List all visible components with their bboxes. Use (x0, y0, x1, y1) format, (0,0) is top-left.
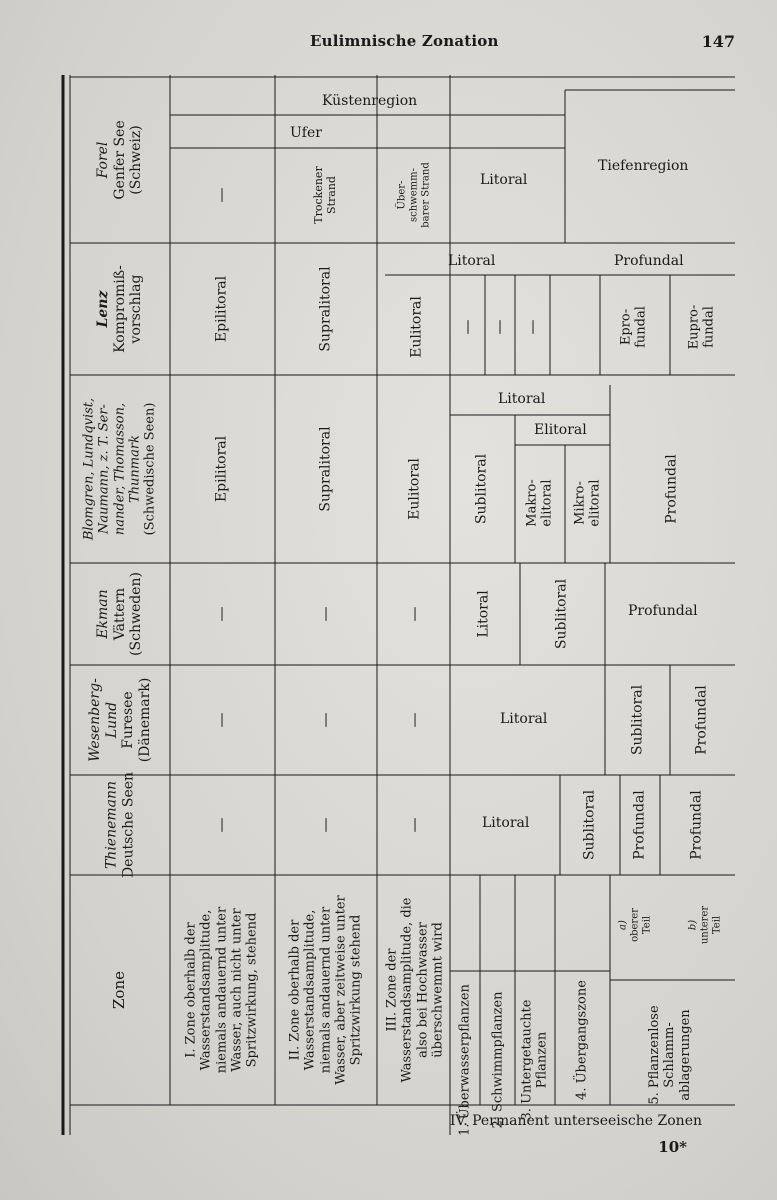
forel-ufer: Ufer (290, 125, 322, 141)
lenz-eulitoral: Eulitoral (408, 296, 425, 358)
wesenberg-dash-3: — (405, 712, 424, 728)
forel-trockener: Trockener Strand (312, 166, 338, 224)
wesenberg-dash-2: — (316, 712, 335, 728)
ekman-sublitoral: Sublitoral (553, 578, 570, 650)
subzone-2: 2. Schwimmpflanzen (490, 991, 506, 1129)
lenz-dash-2: — (490, 319, 509, 335)
wesenberg-sublitoral: Sublitoral (629, 684, 646, 756)
lenz-dash-3: — (523, 319, 542, 335)
zone-2: II. Zone oberhalb der Wasserstandsamplitude, niemals andauernd unter Wasser, aber zeitweise unter Spritzwirkung stehend (287, 895, 364, 1085)
col-forel: Forel Genfer See (Schweiz) (95, 120, 145, 200)
thienemann-profundal-2: Profundal (688, 790, 705, 860)
printer-signature: 10* (658, 1138, 687, 1156)
subzone-1: 1. Überwasserpflanzen (457, 984, 473, 1136)
forel-kuestenregion: Küstenregion (322, 93, 418, 109)
blomgren-profundal: Profundal (663, 454, 680, 524)
lenz-profundal: Profundal (614, 253, 684, 269)
col-blomgren: Blomgren, Lundqvist, Naumann, z. T. Ser- nander, Thomasson, Thunmark (Schwedische Seen) (81, 397, 158, 541)
blomgren-epilitoral: Epilitoral (213, 435, 230, 503)
ekman-dash-2: — (316, 606, 335, 622)
thienemann-litoral: Litoral (482, 815, 530, 831)
col-zone: Zone (110, 971, 129, 1009)
wesenberg-litoral: Litoral (500, 711, 548, 727)
subzone-4: 4. Übergangszone (574, 980, 590, 1100)
lenz-euprofundal: Eupro- fundal (686, 304, 717, 350)
zone-1: I. Zone oberhalb der Wasserstandsamplitude, niemals andauernd unter Wasser, auch nicht unter Spritzwirkung, stehend (183, 906, 260, 1074)
ekman-dash-3: — (405, 606, 424, 622)
col-wesenberg: Wesenberg- Lund Furesee (Dänemark) (86, 677, 153, 763)
zonation-table (60, 75, 735, 1135)
thienemann-profundal-1: Profundal (631, 790, 648, 860)
blomgren-elitoral: Elitoral (534, 422, 587, 438)
blomgren-supralitoral: Supralitoral (317, 426, 334, 512)
ekman-litoral: Litoral (475, 590, 492, 638)
subzone-b: b) unterer Teil (687, 905, 722, 945)
blomgren-mikroelitoral: Mikro- elitoral (572, 479, 603, 527)
lenz-eprofundal: Epro- fundal (618, 306, 649, 348)
ekman-profundal: Profundal (628, 603, 698, 619)
lenz-dash-1: — (458, 319, 477, 335)
blomgren-litoral: Litoral (498, 391, 546, 407)
subzone-5: 5. Pflanzenlose Schlamm- ablagerungen (647, 1005, 693, 1105)
lenz-supralitoral: Supralitoral (317, 266, 334, 352)
running-head: Eulimnische Zonation (310, 32, 499, 50)
thienemann-dash-3: — (405, 817, 424, 833)
zone-3: III. Zone der Wasserstandsamplitude, die also bei Hochwasser überschwemmt wird (384, 897, 446, 1083)
lenz-litoral: Litoral (448, 253, 496, 269)
col-thienemann: Thienemann Deutsche Seen (103, 771, 136, 879)
thienemann-sublitoral: Sublitoral (581, 789, 598, 861)
lenz-epilitoral: Epilitoral (213, 275, 230, 343)
wesenberg-profundal: Profundal (693, 685, 710, 755)
zone-4: IV. Permanent unterseeische Zonen (450, 1113, 702, 1129)
forel-dash: — (212, 187, 231, 203)
thienemann-dash-2: — (316, 817, 335, 833)
wesenberg-dash-1: — (212, 712, 231, 728)
blomgren-sublitoral: Sublitoral (473, 453, 490, 525)
forel-litoral: Litoral (480, 172, 528, 188)
subzone-3: 3. Untergetauchte Pflanzen (519, 999, 550, 1121)
page-number: 147 (701, 32, 735, 51)
blomgren-makroelitoral: Makro- elitoral (524, 479, 555, 527)
col-ekman: Ekman Vättern (Schweden) (95, 572, 145, 656)
ekman-dash-1: — (212, 606, 231, 622)
thienemann-dash-1: — (212, 817, 231, 833)
blomgren-eulitoral: Eulitoral (406, 458, 423, 520)
subzone-a: a) oberer Teil (617, 908, 652, 942)
col-lenz: Lenz Kompromiß- vorschlag (95, 265, 145, 353)
forel-ueberschwemmbar: Über- schwemm- barer Strand (396, 162, 431, 228)
forel-tiefenregion: Tiefenregion (598, 158, 689, 174)
